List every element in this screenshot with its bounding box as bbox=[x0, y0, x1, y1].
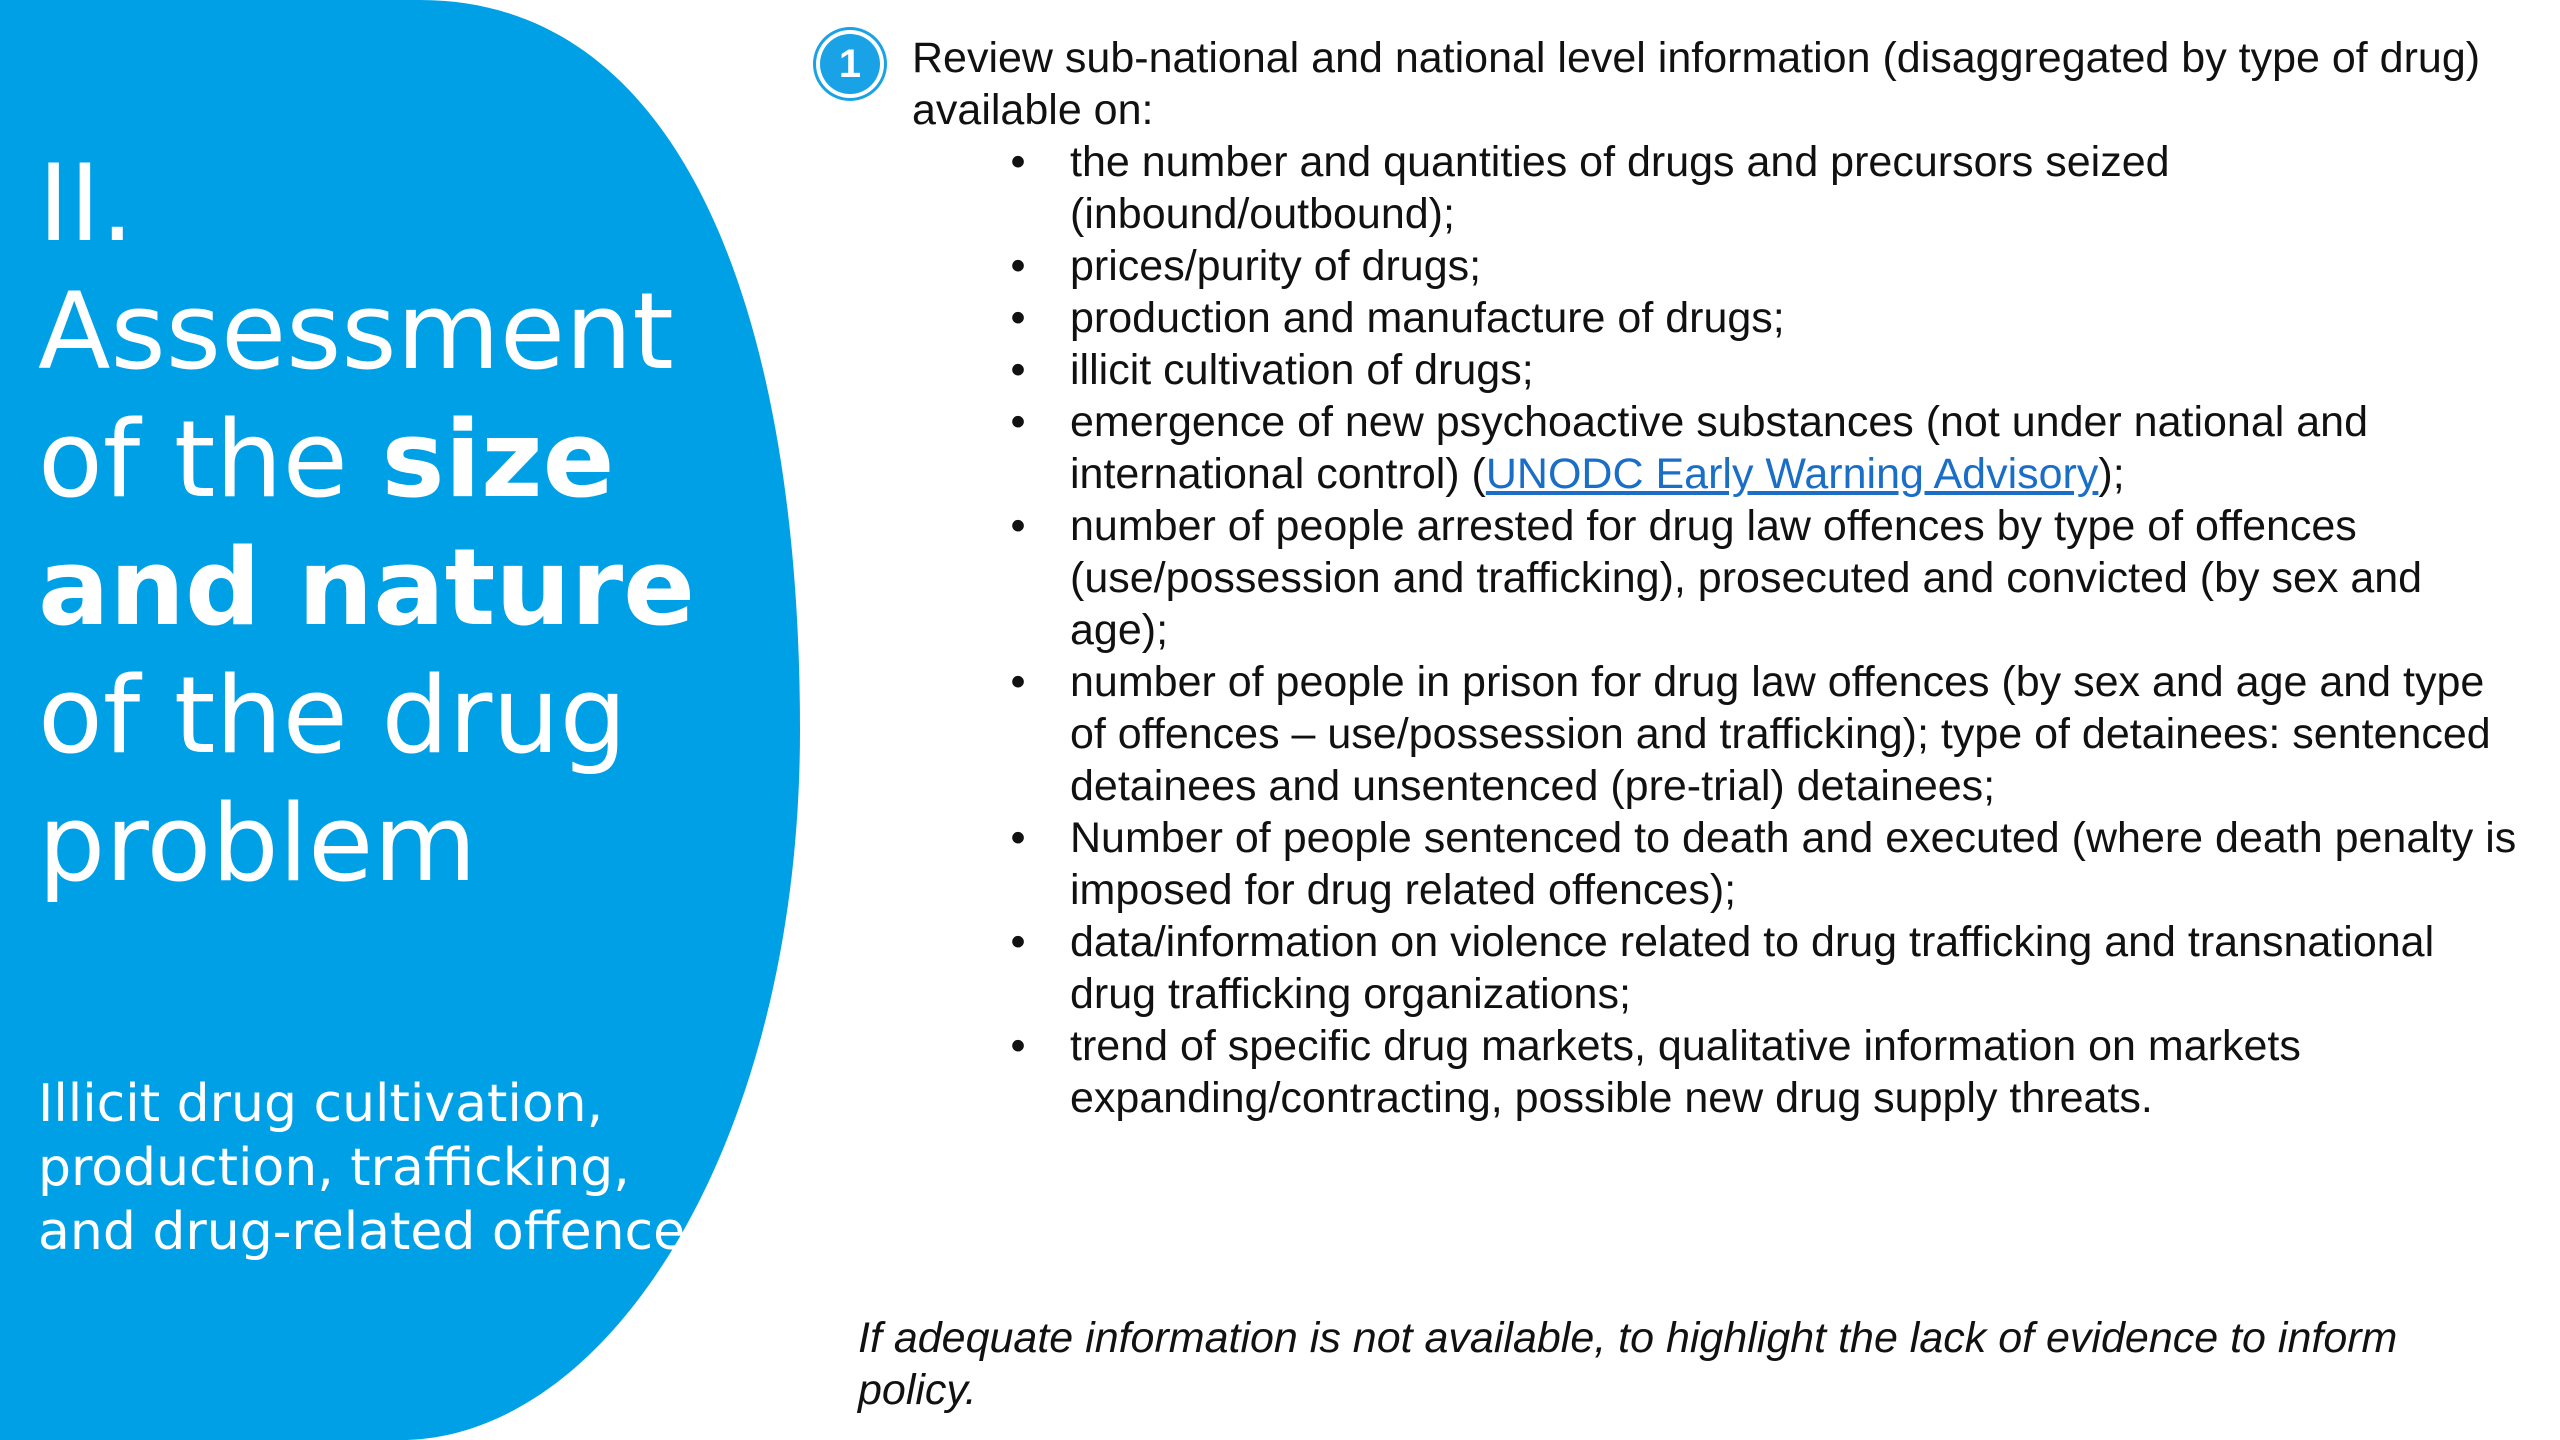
step-item bbox=[820, 32, 2520, 136]
title-bold-text: size bbox=[381, 398, 615, 521]
list-item bbox=[1010, 916, 2520, 1020]
list-item-text: illicit cultivation of drugs; bbox=[1070, 346, 1534, 394]
footnote-text: If adequate information is not available, to highlight the lack of evidence to inform policy. bbox=[858, 1314, 2398, 1414]
list-item-text: data/information on violence related to drug trafficking and transnational drug trafficking organizations; bbox=[1070, 918, 2435, 1018]
list-item-text: the number and quantities of drugs and precursors seized (inbound/outbound); bbox=[1070, 138, 2170, 238]
title-line: problem bbox=[38, 782, 477, 905]
bullet-icon: • bbox=[1010, 814, 1026, 862]
bullet-icon: • bbox=[1010, 1022, 1026, 1070]
title-bold-line: and nature bbox=[38, 526, 696, 649]
list-item-text: Number of people sentenced to death and executed (where death penalty is imposed for drug related offences); bbox=[1070, 814, 2517, 914]
list-item-text: number of people arrested for drug law offences by type of offences (use/possession and trafficking), prosecuted and convicted (by sex and age); bbox=[1070, 502, 2423, 654]
section-title bbox=[38, 140, 738, 908]
list-item bbox=[1010, 344, 2520, 396]
bullet-icon: • bbox=[1010, 398, 1026, 446]
list-item bbox=[1010, 656, 2520, 812]
list-item bbox=[1010, 500, 2520, 656]
title-line bbox=[38, 396, 738, 524]
section-subtitle: Illicit drug cultivation, production, trafficking, and drug-related offences bbox=[38, 1074, 713, 1262]
list-item bbox=[1010, 396, 2520, 500]
list-item bbox=[1010, 240, 2520, 292]
list-item-text: prices/purity of drugs; bbox=[1070, 242, 1482, 290]
list-item bbox=[1010, 136, 2520, 240]
list-item-text: ); bbox=[2098, 450, 2125, 498]
list-item-text: trend of specific drug markets, qualitative information on markets expanding/contracting, possible new drug supply threats. bbox=[1070, 1022, 2301, 1122]
bullet-icon: • bbox=[1010, 918, 1026, 966]
list-item bbox=[1010, 812, 2520, 916]
title-line: II. bbox=[38, 142, 135, 265]
step-number-icon: 1 bbox=[820, 34, 880, 94]
bullet-icon: • bbox=[1010, 658, 1026, 706]
title-text: of the bbox=[38, 398, 382, 521]
step-intro-text: Review sub-national and national level information (disaggregated by type of drug) available on: bbox=[912, 34, 2481, 134]
list-item-text: number of people in prison for drug law offences (by sex and age and type of offences – use/possession and trafficking); type of detainees: sentenced detainees and unsentenced (pre-trial) detainees; bbox=[1070, 658, 2491, 810]
title-line: Assessment bbox=[38, 270, 674, 393]
list-item bbox=[1010, 1020, 2520, 1124]
early-warning-advisory-link[interactable]: UNODC Early Warning Advisory bbox=[1485, 450, 2099, 498]
bullet-icon: • bbox=[1010, 502, 1026, 550]
title-line: of the drug bbox=[38, 654, 627, 777]
bullet-icon: • bbox=[1010, 346, 1026, 394]
bullet-icon: • bbox=[1010, 138, 1026, 186]
list-item-text: production and manufacture of drugs; bbox=[1070, 294, 1785, 342]
list-item-text: emergence of new psychoactive substances (not under national and international control) ( bbox=[1070, 398, 2368, 498]
bullet-icon: • bbox=[1010, 294, 1026, 342]
bullet-icon: • bbox=[1010, 242, 1026, 290]
list-item bbox=[1010, 292, 2520, 344]
information-list bbox=[820, 136, 2520, 1124]
content-area bbox=[820, 32, 2520, 1124]
